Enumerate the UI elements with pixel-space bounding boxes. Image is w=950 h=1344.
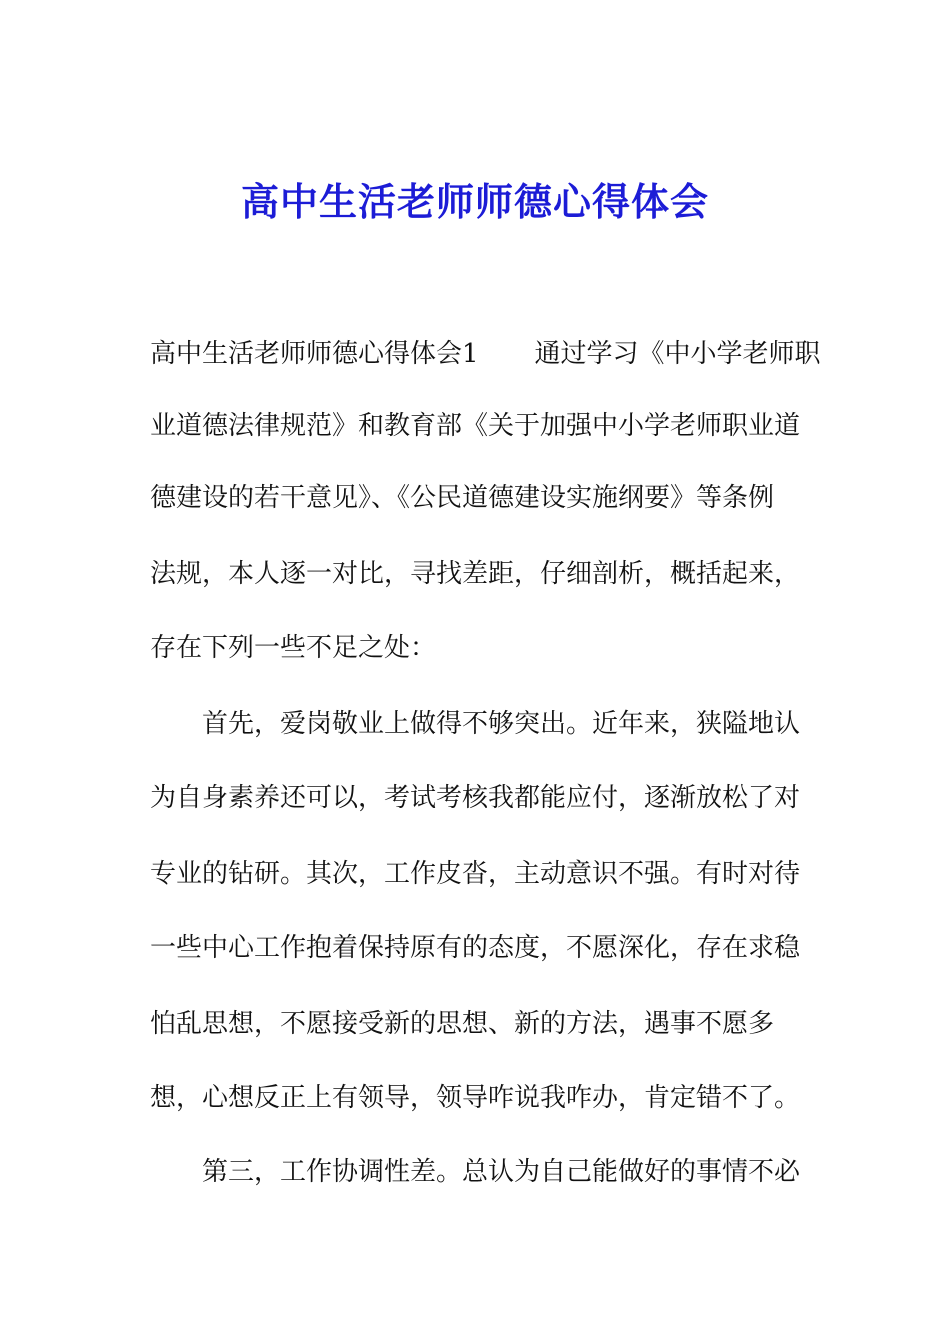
text-line-3: 德建设的若干意见》、《公民道德建设实施纲要》等条例: [150, 483, 775, 513]
text-line-7: 为自身素养还可以，考试考核我都能应付，逐渐放松了对: [150, 783, 801, 813]
text-line-11: 想，心想反正上有领导，领导咋说我咋办，肯定错不了。: [150, 1083, 801, 1113]
text-line-1-heading: 高中生活老师师德心得体会1: [150, 339, 479, 369]
document-title: 高中生活老师师德心得体会: [240, 179, 709, 224]
text-line-1: [150, 334, 821, 374]
text-line-1-body: 通过学习《中小学老师职: [534, 339, 821, 369]
text-line-6: 首先，爱岗敬业上做得不够突出。近年来，狭隘地认: [202, 709, 801, 739]
text-line-5: 存在下列一些不足之处：: [150, 633, 437, 663]
text-line-12: 第三，工作协调性差。总认为自己能做好的事情不必: [202, 1157, 801, 1187]
text-line-4: 法规，本人逐一对比，寻找差距，仔细剖析，概括起来，: [150, 559, 801, 589]
text-line-9: 一些中心工作抱着保持原有的态度，不愿深化，存在求稳: [150, 933, 801, 963]
text-line-2: 业道德法律规范》和教育部《关于加强中小学老师职业道: [150, 411, 801, 441]
text-line-8: 专业的钻研。其次，工作皮沓，主动意识不强。有时对待: [150, 859, 801, 889]
text-line-10: 怕乱思想，不愿接受新的思想、新的方法，遇事不愿多: [150, 1009, 775, 1039]
